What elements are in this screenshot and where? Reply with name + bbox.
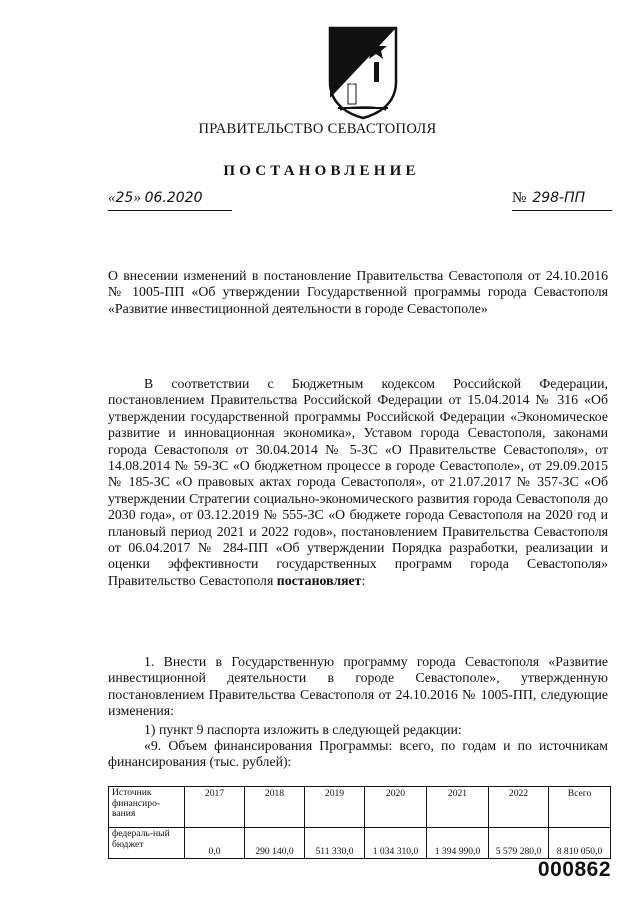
header-cell: 2021 <box>427 787 489 828</box>
header-cell: 2020 <box>365 787 427 828</box>
table-cell: 8 810 050,0 <box>549 828 611 859</box>
financing-table <box>108 786 611 859</box>
document-number: № 298-ПП <box>512 190 612 211</box>
header-cell: Всего <box>549 787 611 828</box>
table-cell: федераль-ный бюджет <box>109 828 185 859</box>
document-date: «25» 06.2020 <box>108 190 232 211</box>
item-1-paragraph: 1. Внести в Государственную программу города Севастополя «Развитие инвестиционной деятельности в городе Севастополе», утвержденную постановлением Правительства Севастополя от 24.10.2016 № 1005-ПП, следующие изменения: <box>108 654 608 719</box>
table-cell: 5 579 280,0 <box>489 828 549 859</box>
table-cell: 1 034 310,0 <box>365 828 427 859</box>
header-cell: 2022 <box>489 787 549 828</box>
table-cell: 511 330,0 <box>305 828 365 859</box>
header-cell: 2019 <box>305 787 365 828</box>
header-cell: 2017 <box>185 787 245 828</box>
date-month-year: 06.2020 <box>144 190 203 206</box>
sevastopol-coat-of-arms-icon <box>326 24 400 120</box>
subitem-1-paragraph: 1) пункт 9 паспорта изложить в следующей редакции: <box>144 722 462 737</box>
document-subject: О внесении изменений в постановление Правительства Севастополя от 24.10.2016 № 1005-ПП «Об утверждении Государственной программы города Севастополя «Развитие инвестиционной деятельности в городе Севастополе» <box>108 268 608 316</box>
date-day: 25 <box>115 190 134 206</box>
registration-stamp-number: 000862 <box>537 858 611 881</box>
table-cell: 290 140,0 <box>245 828 305 859</box>
preamble-paragraph: В соответствии с Бюджетным кодексом Российской Федерации, постановлением Правительства Российской Федерации от 15.04.2014 № 316 «Об утверждении государственной программы Российской Федерации «Экономическое развитие и инновационная экономика», Уставом города Севастополя, законами города Севастополя от 30.04.2014 № 5-ЗС «О Правительстве Севастополя», от 14.08.2014 № 59-ЗС «О бюджетном процессе в городе Севастополе», от 29.09.2015 № 185-ЗС «О правовых актах города Севастополя», от 21.07.2017 № 357-ЗС «Об утверждении Стратегии социально-экономического развития города Севастополя до 2030 года», от 03.12.2019 № 555-ЗС «О бюджете города Севастополя на 2020 год и плановый период 2021 и 2022 годов», постановлением Правительства Севастополя от 06.04.2017 № 284-ПП «Об утверждении Порядка разработки, реализации и оценки эффективности государственных программ города Севастополя» Правительство Севастополя постановляет: <box>108 376 608 588</box>
table-cell: 0,0 <box>185 828 245 859</box>
header-cell: Источник финансиро-вания <box>109 787 185 828</box>
table-header-row <box>109 787 611 828</box>
subitem-9-paragraph: «9. Объем финансирования Программы: всего, по годам и по источникам финансирования (тыс. рублей): <box>108 738 608 770</box>
header-cell: 2018 <box>245 787 305 828</box>
government-title: ПРАВИТЕЛЬСТВО СЕВАСТОПОЛЯ <box>198 121 437 137</box>
table-cell: 1 394 990,0 <box>427 828 489 859</box>
document-type: ПОСТАНОВЛЕНИЕ <box>223 163 420 179</box>
resolves-word: постановляет <box>276 572 362 588</box>
number-value: 298-ПП <box>532 190 586 206</box>
table-row <box>109 828 611 859</box>
